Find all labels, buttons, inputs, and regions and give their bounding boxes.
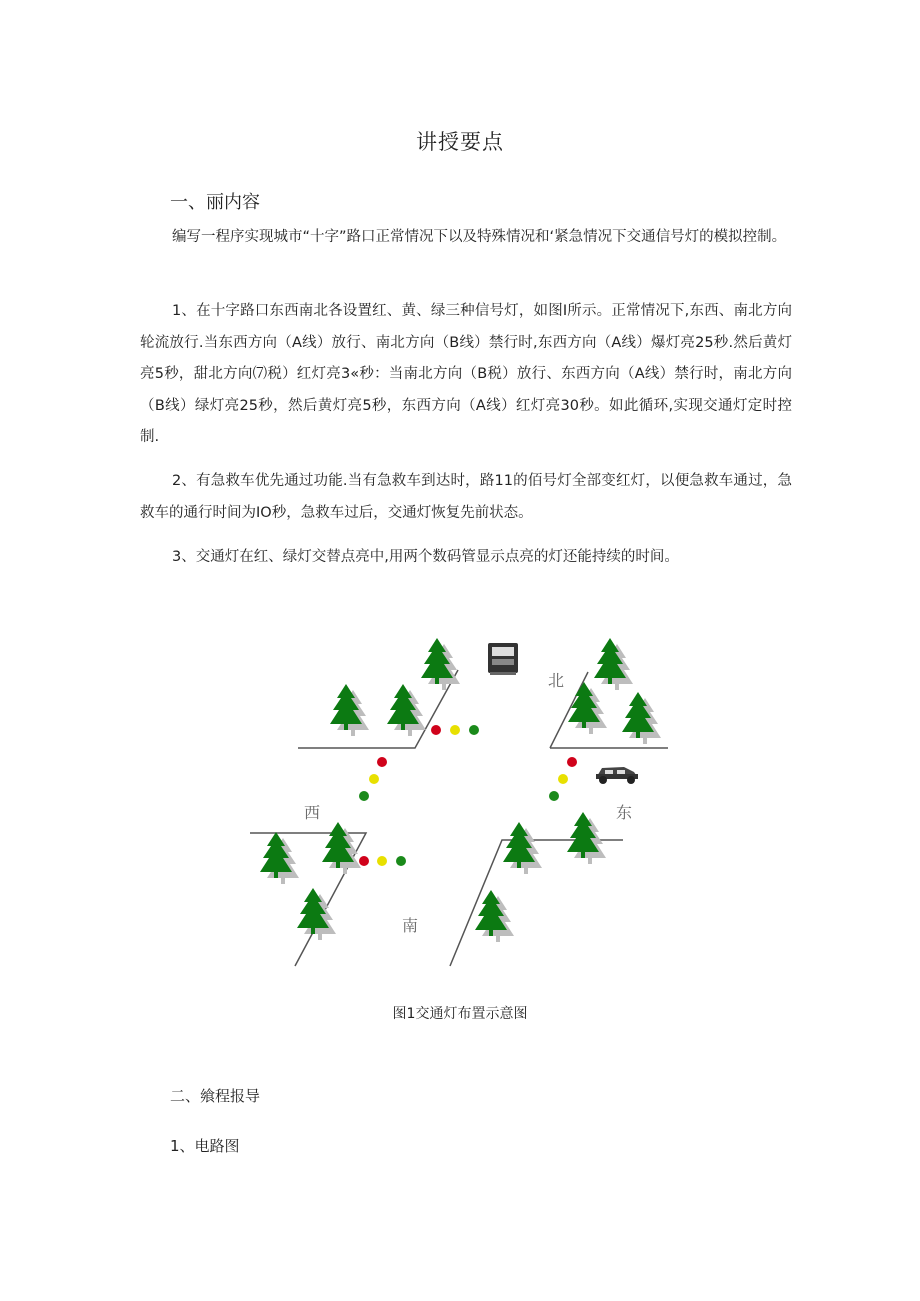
- label-south: 南: [402, 916, 419, 935]
- light-west-red: [377, 757, 387, 767]
- tree-shadows: [267, 644, 661, 942]
- light-east-yellow: [558, 774, 568, 784]
- road-se-corner: [450, 840, 623, 966]
- light-west-yellow: [369, 774, 379, 784]
- truck-icon: [488, 643, 518, 675]
- light-east-green: [549, 791, 559, 801]
- light-south: [359, 856, 406, 866]
- light-south-green: [396, 856, 406, 866]
- page-title: 讲授要点: [416, 130, 504, 154]
- light-north-red: [431, 725, 441, 735]
- figure-caption: 图1交通灯布置示意图: [392, 1006, 528, 1022]
- light-north-green: [469, 725, 479, 735]
- label-north: 北: [548, 671, 565, 690]
- section-heading-content: 一、丽内容: [170, 192, 260, 213]
- car-icon: [596, 767, 638, 784]
- section-heading-program: 二、飨程报导: [170, 1087, 261, 1105]
- intro-paragraph: 编写一程序实现城市“十字”路口正常情况下以及特殊情况和‘紧急情况下交通信号灯的模拟控制。: [172, 229, 787, 245]
- light-east: [549, 757, 577, 801]
- label-east: 东: [616, 803, 633, 822]
- light-north-yellow: [450, 725, 460, 735]
- label-west: 西: [304, 803, 321, 822]
- requirement-3: 3、交通灯在红、绿灯交替点亮中,用两个数码管显示点亮的灯还能持续的时间。: [172, 549, 679, 565]
- light-south-yellow: [377, 856, 387, 866]
- traffic-light-diagram: [240, 628, 680, 978]
- light-west-green: [359, 791, 369, 801]
- light-south-red: [359, 856, 369, 866]
- requirement-1: 1、在十字路口东西南北各设置红、黄、绿三种信号灯，如图I所示。正常情况下,东西、南北方向轮流放行.当东西方向（A线）放行、南北方向（B线）禁行时,东西方向（A线）爆灯亮25秒.然后黄灯亮5秒，甜北方向⑺税）红灯亮3«秒：当南北方向（B税）放行、东西方向（A线）禁行时，南北方向（B线）绿灯亮25秒，然后黄灯亮5秒，东西方向（A线）红灯亮30秒。如此循环,实现交通灯定时控制.: [140, 303, 792, 445]
- light-east-red: [567, 757, 577, 767]
- light-north: [431, 725, 479, 735]
- light-west: [359, 757, 387, 801]
- requirement-2: 2、有急救车优先通过功能.当有急救车到达时，路11的佰号灯全部变红灯，以便急救车通过，急救车的通行时间为IO秒，急救车过后，交通灯恢复先前状态。: [140, 473, 792, 521]
- subheading-circuit: 1、电路图: [170, 1137, 240, 1155]
